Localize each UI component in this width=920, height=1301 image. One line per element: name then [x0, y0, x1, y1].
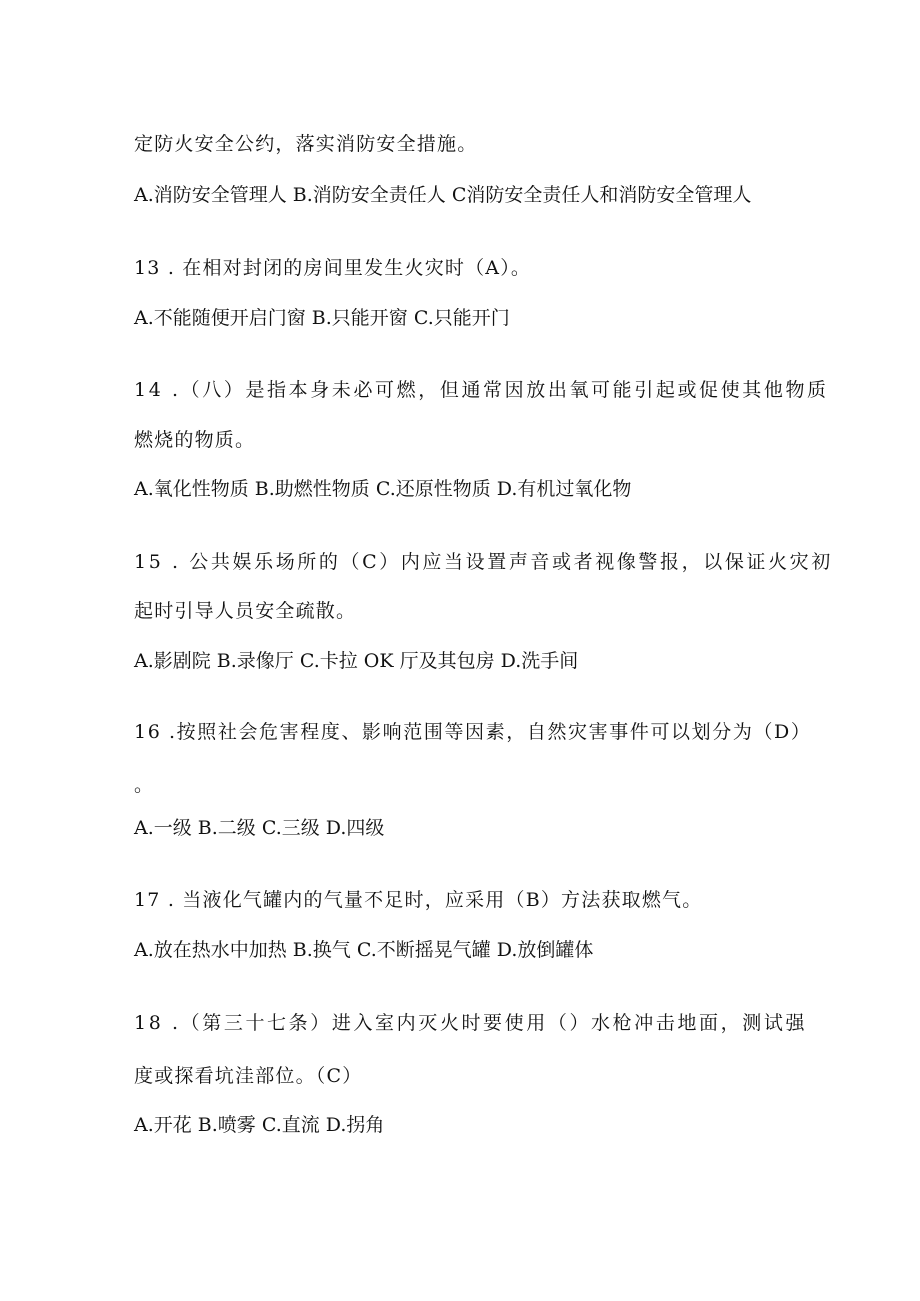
q17-options: A.放在热水中加热 B.换气 C.不断摇晃气罐 D.放倒罐体: [134, 939, 594, 961]
q13-options: A.不能随便开启门窗 B.只能开窗 C.只能开门: [134, 307, 510, 329]
q18-text-cont: 度或探看坑洼部位。（C）: [134, 1065, 363, 1087]
q15-options: A.影剧院 B.录像厅 C.卡拉 OK 厅及其包房 D.洗手间: [134, 650, 579, 672]
q18-options: A.开花 B.喷雾 C.直流 D.拐角: [134, 1114, 385, 1136]
q16-text: 16 .按照社会危害程度、影响范围等因素，自然灾害事件可以划分为（D）: [134, 721, 812, 743]
q14-options: A.氧化性物质 B.助燃性物质 C.还原性物质 D.有机过氧化物: [134, 478, 632, 500]
q14-text: 14 .（八）是指本身未必可燃，但通常因放出氧可能引起或促使其他物质: [134, 379, 829, 401]
q16-text-cont: 。: [134, 774, 154, 796]
q15-text-cont: 起时引导人员安全疏散。: [134, 600, 357, 622]
q18-text: 18 .（第三十七条）进入室内灭火时要使用（）水枪冲击地面，测试强: [134, 1012, 808, 1034]
q12-text-end: 定防火安全公约，落实消防安全措施。: [134, 133, 478, 155]
q13-text: 13 . 在相对封闭的房间里发生火灾时（A）。: [134, 257, 532, 279]
q16-options: A.一级 B.二级 C.三级 D.四级: [134, 817, 385, 839]
q17-text: 17 . 当液化气罐内的气量不足时，应采用（B）方法获取燃气。: [134, 889, 703, 911]
q14-text-cont: 燃烧的物质。: [134, 429, 256, 451]
q15-text: 15 . 公共娱乐场所的（C）内应当设置声音或者视像警报，以保证火灾初: [134, 551, 833, 573]
q12-options: A.消防安全管理人 B.消防安全责任人 C消防安全责任人和消防安全管理人: [134, 184, 752, 206]
